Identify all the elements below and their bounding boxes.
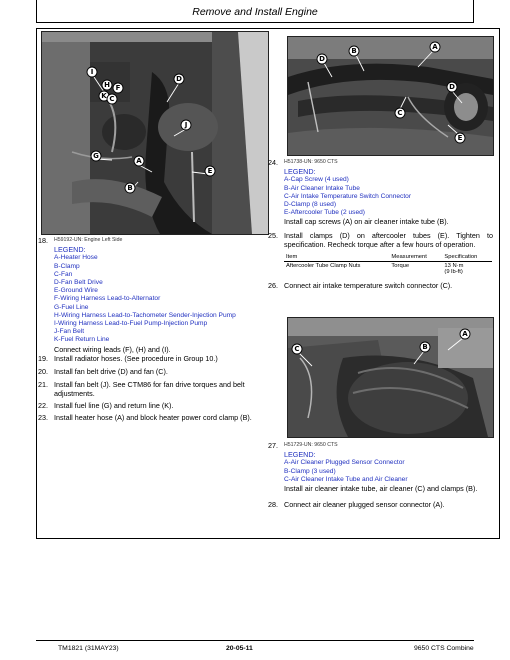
svg-text:C: C xyxy=(109,95,115,103)
svg-text:B: B xyxy=(422,343,428,351)
legend-item: C-Air Cleaner Intake Tube and Air Cleaner xyxy=(284,475,408,483)
footer-page-number: 20-05-11 xyxy=(226,645,253,652)
footer-divider xyxy=(36,640,474,641)
footer-manual-id: TM1821 (31MAY23) xyxy=(58,645,119,652)
step-23 xyxy=(38,413,270,423)
callout-B xyxy=(125,183,135,193)
callout-B xyxy=(349,46,359,56)
callout-B xyxy=(420,342,430,352)
step-number: 24. xyxy=(268,158,278,167)
legend-title: LEGEND: xyxy=(284,167,316,177)
legend-item: I-Wiring Harness Lead-to-Fuel Pump-Injection Pump xyxy=(54,320,208,328)
svg-text:I: I xyxy=(90,68,94,76)
legend-item: J-Fan Belt xyxy=(54,328,85,336)
step-number: 21. xyxy=(38,380,48,389)
table-cell-measurement: Torque xyxy=(391,263,410,269)
step-27 xyxy=(268,441,493,496)
legend-item: A-Heater Hose xyxy=(54,254,98,262)
callout-E xyxy=(455,133,465,143)
svg-text:A: A xyxy=(462,330,468,338)
step-28 xyxy=(268,500,493,510)
svg-text:B: B xyxy=(127,184,133,192)
table-header-measurement: Measurement xyxy=(389,253,442,262)
callout-D xyxy=(174,74,184,84)
legend-title: LEGEND: xyxy=(54,245,86,255)
step-19 xyxy=(38,354,270,364)
step-text: Install fuel line (G) and return line (K). xyxy=(54,401,174,410)
svg-text:E: E xyxy=(207,167,213,175)
step-21 xyxy=(38,380,270,400)
page-title: Remove and Install Engine xyxy=(192,6,318,18)
step-number: 18. xyxy=(38,236,48,245)
table-header-item: Item xyxy=(284,253,389,262)
svg-text:D: D xyxy=(176,75,182,83)
step-number: 20. xyxy=(38,367,48,376)
step-number: 28. xyxy=(268,500,278,509)
callout-D xyxy=(317,54,327,64)
svg-text:B: B xyxy=(351,47,357,55)
step-number: 22. xyxy=(38,401,48,410)
legend-item: K-Fuel Return Line xyxy=(54,336,110,344)
svg-text:E: E xyxy=(457,134,463,142)
photo-id: H51738-UN: 9650 CTS xyxy=(284,159,338,165)
table-header-specification: Specification xyxy=(442,253,492,262)
legend-item: H-Wiring Harness Lead-to-Tachometer Sender-Injection Pump xyxy=(54,311,236,319)
step-text: Install clamps (D) on aftercooler tubes (E). Tighten to specification. Recheck torque after a few hours of operation. xyxy=(284,231,493,250)
svg-text:A: A xyxy=(136,157,142,165)
photo-id: H51729-UN: 9650 CTS xyxy=(284,442,338,448)
callout-D xyxy=(447,82,457,92)
step-text: Install cap screws (A) on air cleaner intake tube (B). xyxy=(284,217,449,227)
step-text: Install fan belt drive (D) and fan (C). xyxy=(54,367,168,376)
legend-item: D-Clamp (8 used) xyxy=(284,201,337,209)
callout-I xyxy=(87,67,97,77)
specification-table xyxy=(284,253,492,276)
legend-title: LEGEND: xyxy=(284,450,316,460)
legend-item: C-Fan xyxy=(54,270,73,278)
step-24 xyxy=(268,158,493,228)
legend-item: D-Fan Belt Drive xyxy=(54,279,103,287)
legend-item: E-Ground Wire xyxy=(54,287,98,295)
svg-text:D: D xyxy=(449,83,455,91)
footer-product-name: 9650 CTS Combine xyxy=(414,645,474,652)
step-number: 23. xyxy=(38,413,48,422)
callout-F xyxy=(113,83,123,93)
table-cell-item: Aftercooler Tube Clamp Nuts xyxy=(286,263,361,269)
table-row xyxy=(284,262,492,277)
step-25 xyxy=(268,231,493,253)
step-text: Connect wiring leads (F), (H) and (I). xyxy=(54,344,171,354)
step-26 xyxy=(268,281,493,291)
svg-text:K: K xyxy=(101,92,107,100)
svg-text:J: J xyxy=(184,121,188,129)
step-22 xyxy=(38,401,270,411)
legend-item: F-Wiring Harness Lead-to-Alternator xyxy=(54,295,161,303)
step-text: Install radiator hoses. (See procedure in Group 10.) xyxy=(54,354,218,363)
callout-C xyxy=(395,108,405,118)
callout-G xyxy=(91,151,101,161)
svg-text:F: F xyxy=(115,84,121,92)
callout-A xyxy=(430,42,440,52)
step-text: Install heater hose (A) and block heater power cord clamp (B). xyxy=(54,413,252,422)
legend-item: B-Clamp xyxy=(54,262,80,270)
step-text: Install fan belt (J). See CTM86 for fan drive torques and belt adjustments. xyxy=(54,380,245,399)
step-number: 27. xyxy=(268,441,278,450)
legend-item: A-Air Cleaner Plugged Sensor Connector xyxy=(284,459,405,467)
svg-text:C: C xyxy=(397,109,403,117)
legend-item: B-Clamp (3 used) xyxy=(284,467,336,475)
callout-J xyxy=(181,120,191,130)
photo-id: H59192-UN: Engine Left Side xyxy=(54,237,123,243)
air-cleaner-photo xyxy=(287,317,494,438)
svg-text:D: D xyxy=(319,55,325,63)
legend-item: G-Fuel Line xyxy=(54,303,89,311)
legend-item: E-Aftercooler Tube (2 used) xyxy=(284,209,365,217)
svg-text:G: G xyxy=(93,152,99,160)
step-text: Connect air intake temperature switch connector (C). xyxy=(284,281,453,290)
callout-C xyxy=(292,344,302,354)
svg-text:C: C xyxy=(294,345,300,353)
step-text: Install air cleaner intake tube, air cleaner (C) and clamps (B). xyxy=(284,484,478,494)
svg-text:A: A xyxy=(432,43,438,51)
legend-item: B-Air Cleaner Intake Tube xyxy=(284,184,360,192)
step-text: Connect air cleaner plugged sensor connector (A). xyxy=(284,500,445,509)
table-cell-specification xyxy=(442,262,492,277)
step-number: 26. xyxy=(268,281,278,290)
step-18 xyxy=(38,236,268,354)
callout-A xyxy=(460,329,470,339)
callout-A xyxy=(134,156,144,166)
callout-H xyxy=(102,80,112,90)
callout-C xyxy=(107,94,117,104)
engine-left-side-photo xyxy=(41,31,269,235)
legend-item: A-Cap Screw (4 used) xyxy=(284,176,349,184)
step-number: 25. xyxy=(268,231,278,240)
legend-item: C-Air Intake Temperature Switch Connector xyxy=(284,192,412,200)
spec-imperial: (9 lb-ft) xyxy=(444,269,463,275)
spec-metric: 13 N·m xyxy=(444,263,464,269)
callout-E xyxy=(205,166,215,176)
step-20 xyxy=(38,367,270,377)
cap-screws-photo xyxy=(287,36,494,156)
svg-text:H: H xyxy=(104,81,110,89)
step-number: 19. xyxy=(38,354,48,363)
